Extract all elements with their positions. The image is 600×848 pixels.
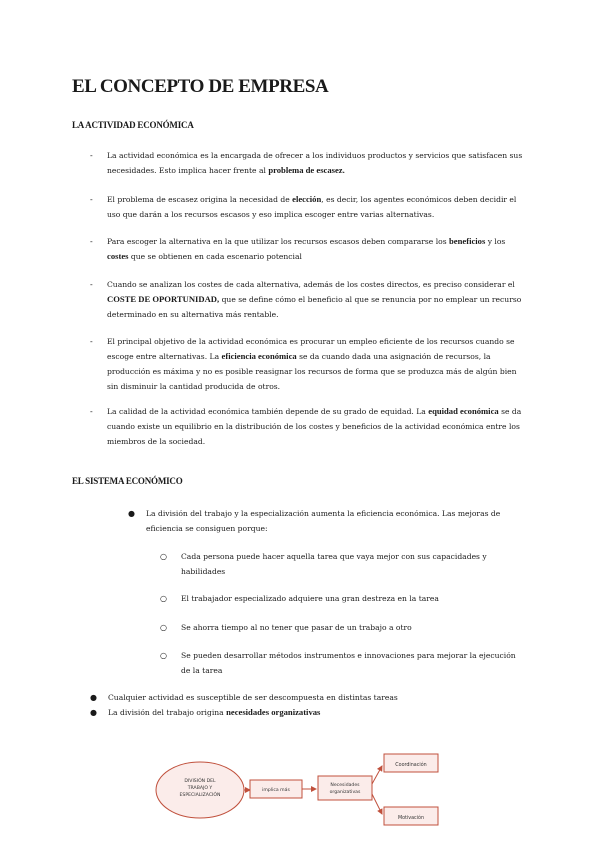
circle-bullet: ○ — [160, 623, 167, 632]
bullet-dot: ● — [90, 708, 97, 717]
organization-diagram — [150, 744, 450, 844]
box-label-necesidades-1: Necesidades — [330, 783, 360, 788]
section-heading-sistema: EL SISTEMA ECONÓMICO — [72, 476, 183, 486]
oval-label-1: DIVISIÓN DEL — [184, 779, 216, 784]
paragraph-item-1: La actividad económica es la encargada de ofrecer a los individuos productos y servicios que satisfacen sus necesidades. Esto implica hacer frente al problema de escasez. — [107, 151, 523, 175]
dash-bullet: - — [90, 280, 93, 289]
box-label-implica: implica más — [262, 788, 290, 793]
sub-item-3: Se ahorra tiempo al no tener que pasar de un trabajo a otro — [181, 623, 412, 632]
dash-bullet: - — [90, 407, 93, 416]
paragraph-item-5: El principal objetivo de la actividad económica es procurar un empleo eficiente de los recursos cuando se escoge entre alternativas. La eficiencia económica se da cuando dada una asignación de recursos, la producción es máxima y no es posible reasignar los recursos de forma que se produzca más de algún bien sin disminuir la cantidad producida de otros. — [107, 337, 517, 391]
box-label-necesidades-2: organizativas — [329, 790, 361, 795]
bullet-item-1: Cualquier actividad es susceptible de ser descompuesta en distintas tareas — [108, 693, 398, 702]
circle-bullet: ○ — [160, 552, 167, 561]
paragraph-item-2: El problema de escasez origina la necesidad de elección, es decir, los agentes económicos deben decidir el uso que darán a los recursos escasos y eso implica escoger entre varias alternativas. — [107, 194, 517, 219]
sistema-intro: La división del trabajo y la especialización aumenta la eficiencia económica. Las mejoras de eficiencia se consiguen porque: — [146, 509, 501, 533]
bullet-dot: ● — [128, 509, 135, 518]
bullet-dot: ● — [90, 693, 97, 702]
box-label-motivacion: Motivación — [397, 816, 425, 821]
circle-bullet: ○ — [160, 651, 167, 660]
circle-bullet: ○ — [160, 594, 167, 603]
paragraph-item-4: Cuando se analizan los costes de cada alternativa, además de los costes directos, es preciso considerar el COSTE DE OPORTUNIDAD, que se define cómo el beneficio al que se renuncia por no emplear un recurso determinado en su alternativa más rentable. — [107, 280, 522, 319]
dash-bullet: - — [90, 151, 93, 160]
necesidades-box — [318, 776, 372, 800]
section-heading-actividad: LA ACTIVIDAD ECONÓMICA — [72, 120, 194, 130]
page-title: EL CONCEPTO DE EMPRESA — [72, 76, 329, 97]
paragraph-item-6: La calidad de la actividad económica también depende de su grado de equidad. La equidad económica se da cuando existe un equilibrio en la distribución de los costes y beneficios de la actividad económica entre los miembros de la sociedad. — [107, 406, 522, 446]
dash-bullet: - — [90, 337, 93, 346]
sub-item-1: Cada persona puede hacer aquella tarea que vaya mejor con sus capacidades y habilidades — [181, 552, 487, 576]
dash-bullet: - — [90, 237, 93, 246]
oval-label-2: TRABAJO Y — [187, 786, 213, 791]
dash-bullet: - — [90, 195, 93, 204]
paragraph-item-3: Para escoger la alternativa en la que utilizar los recursos escasos deben compararse los beneficios y los costes que se obtienen en cada escenario potencial — [107, 236, 506, 261]
oval-label-3: ESPECIALIZACIÓN — [179, 793, 221, 798]
bullet-item-2: La división del trabajo origina necesidades organizativas — [108, 707, 321, 717]
sub-item-4: Se pueden desarrollar métodos instrumentos e innovaciones para mejorar la ejecución de la tarea — [181, 651, 516, 675]
sub-item-2: El trabajador especializado adquiere una gran destreza en la tarea — [181, 594, 439, 603]
box-label-coordinacion: Coordinación — [395, 763, 427, 768]
